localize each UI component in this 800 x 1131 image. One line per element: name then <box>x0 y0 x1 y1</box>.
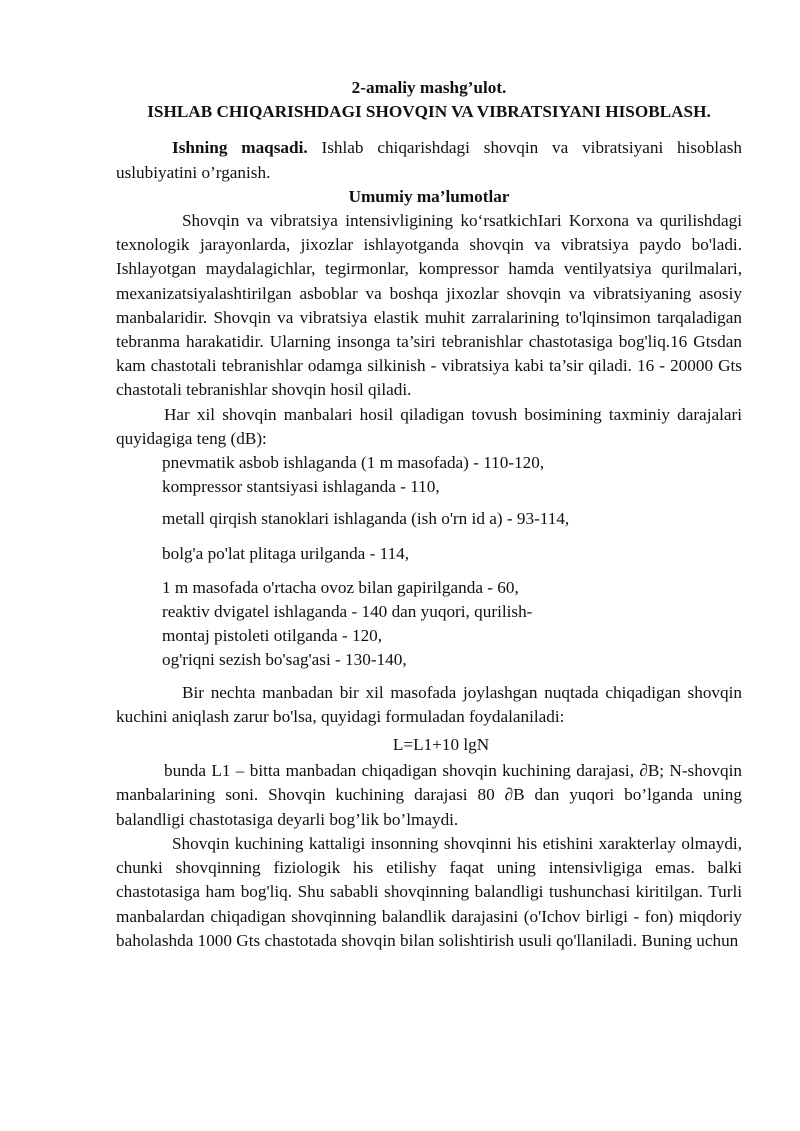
document-content <box>116 76 742 953</box>
list-item: pnevmatik asbob ishlaganda (1 m masofada) - 110-120, <box>162 453 545 473</box>
paragraph-intro: Shovqin va vibratsiya intensivligining ko‘rsatkichIari Korxona va qurilishdagi texnologik jarayonlarda, jixozlar ishlayotganda shovqin va vibratsiya paydo bo'ladi. Ishlayotgan maydalagichlar, tegirmonlar, kompressor hamda ventilyatsiya qurilmalari, mexanizatsiyalashtirilgan asboblar va boshqa jixozlar shovqin va vibratsiyaning asosiy manbalaridir. Shovqin va vibratsiya elastik muhit zarralarining to'lqinsimon tarqaladigan tebranma harakatidir. Ularning insonga ta’siri tebranishlar chastotasiga bog'liq.16 Gtsdan kam chastotali tebranishlar odamga silkinish - vibratsiya kabi ta’sir qiladi. 16 - 20000 Gts chastotali tebranishlar shovqin hosil qiladi. <box>116 211 742 400</box>
page-title: 2-amaliy mashg’ulot. <box>351 78 507 97</box>
paragraph-loudness: Shovqin kuchining kattaligi insonning shovqinni his etishini xarakterlay olmaydi, chunki shovqinning fiziologik his etilishy faqat uning intensivligiga emas. balki chastotasiga ham bog'liq. Shu sababli shovqinning balandligi tushunchasi kiritilgan. Turli manbalardan chiqadigan shovqinning balandlik darajasini (o'Ichov birligi - fon) miqdoriy baholashda 1000 Gts chastotada shovqin bilan solishtirish usuli qo'llaniladi. Buning uchun <box>116 833 742 950</box>
list-item: og'riqni sezish bo'sag'asi - 130-140, <box>162 650 407 670</box>
formula: L=L1+10 lgN <box>392 735 490 755</box>
paragraph-levels-intro: Har xil shovqin manbalari hosil qiladigan tovush bosimining taxminiy darajalari quyidagiga teng (dB): <box>116 404 742 448</box>
goal-paragraph <box>116 136 742 184</box>
list-item: 1 m masofada o'rtacha ovoz bilan gapirilganda - 60, <box>162 577 519 597</box>
goal-text: Ishlab chiqarishdagi shovqin va vibratsiyani hisoblash uslubiyatini o’rganish. <box>116 138 742 182</box>
list-item: reaktiv dvigatel ishlaganda - 140 dan yuqori, qurilish- <box>162 602 533 622</box>
list-item: kompressor stantsiyasi ishlaganda - 110, <box>162 477 440 497</box>
list-item: bolg'a po'lat plitaga urilganda - 114, <box>162 543 410 563</box>
list-item: montaj pistoleti otilganda - 120, <box>162 626 383 646</box>
section-heading: Umumiy ma’lumotlar <box>348 186 510 206</box>
page-subtitle: ISHLAB CHIQARISHDAGI SHOVQIN VA VIBRATSIYANI HISOBLASH. <box>147 102 711 122</box>
paragraph-formula-legend: bunda L1 – bitta manbadan chiqadigan shovqin kuchining darajasi, ∂B; N-shovqin manbalarining soni. Shovqin kuchining darajasi 80 ∂B dan yuqori bo’lganda uning balandligi chastotasiga deyarli bog’lik bo’lmaydi. <box>116 761 742 829</box>
noise-level-list <box>116 451 742 673</box>
goal-label: Ishning maqsadi. <box>172 138 308 158</box>
list-item: metall qirqish stanoklari ishlaganda (ish o'rn id a) - 93-114, <box>162 509 570 529</box>
paragraph-formula-intro: Bir nechta manbadan bir xil masofada joylashgan nuqtada chiqadigan shovqin kuchini aniqlash zarur bo'lsa, quyidagi formuladan foydalaniladi: <box>116 682 742 726</box>
